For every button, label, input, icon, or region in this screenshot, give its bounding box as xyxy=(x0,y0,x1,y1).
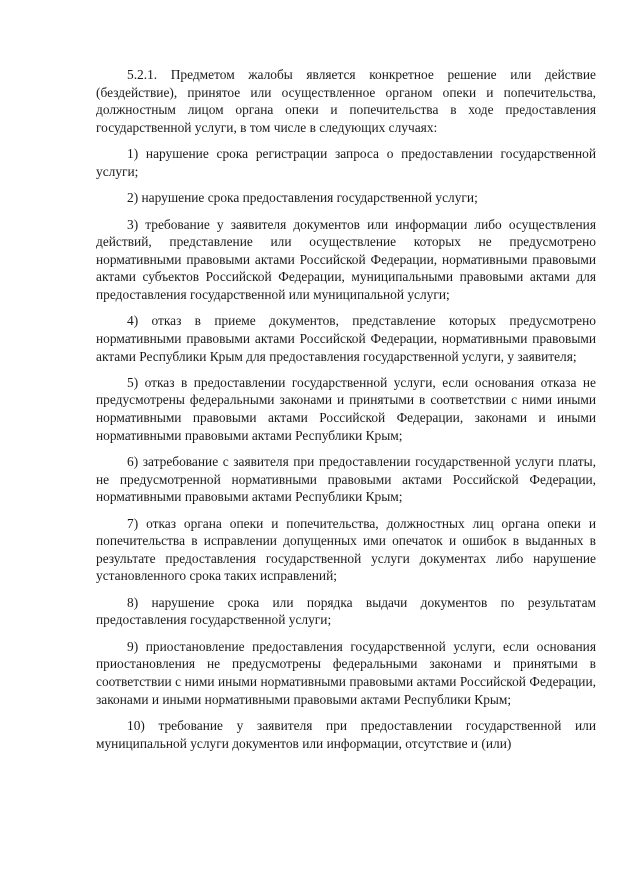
list-item-10: 10) требование у заявителя при предоставлении государственной или муниципальной услуги документов или информации, отсутствие и (или) xyxy=(96,717,596,751)
list-item-4: 4) отказ в приеме документов, представление которых предусмотрено нормативными правовыми актами Российской Федерации, нормативными правовыми актами Республики Крым для предоставления государственной услуги, у заявителя; xyxy=(96,313,596,364)
list-item-1: 1) нарушение срока регистрации запроса о предоставлении государственной услуги; xyxy=(96,146,596,179)
list-item-9: 9) приостановление предоставления государственной услуги, если основания приостановления не предусмотрены федеральными законами и принятыми в соответствии с ними иными нормативными правовыми актами Российской Федерации, законами и иными нормативными правовыми актами Республики Крым; xyxy=(96,638,596,707)
list-item-3: 3) требование у заявителя документов или информации либо осуществления действий, представление или осуществление которых не предусмотрено нормативными правовыми актами Российской Федерации, нормативными правовыми актами субъектов Российской Федерации, муниципальными правовыми актами для предоставления государственной или муниципальной услуги; xyxy=(96,216,596,302)
paragraph-5-2-1: 5.2.1. Предметом жалобы является конкретное решение или действие (бездействие), принятое или осуществленное органом опеки и попечительства, должностным лицом органа опеки и попечительства в ходе предоставления государственной услуги, в том числе в следующих случаях: xyxy=(96,67,596,135)
list-item-6: 6) затребование с заявителя при предоставлении государственной услуги платы, не предусмотренной нормативными правовыми актами Российской Федерации, нормативными правовыми актами Республики Крым; xyxy=(96,454,596,505)
list-item-8: 8) нарушение срока или порядка выдачи документов по результатам предоставления государственной услуги; xyxy=(96,594,596,628)
list-item-5: 5) отказ в предоставлении государственной услуги, если основания отказа не предусмотрены федеральными законами и принятыми в соответствии с ними иными нормативными правовыми актами Российской Федерации, законами и иными нормативными правовыми актами Республики Крым; xyxy=(96,374,596,443)
list-item-2: 2) нарушение срока предоставления государственной услуги; xyxy=(127,190,478,206)
list-item-7: 7) отказ органа опеки и попечительства, должностных лиц органа опеки и попечительства в исправлении допущенных ими опечаток и ошибок в выданных в результате предоставления государственной услуги документах либо нарушение установленного срока таких исправлений; xyxy=(96,515,596,584)
